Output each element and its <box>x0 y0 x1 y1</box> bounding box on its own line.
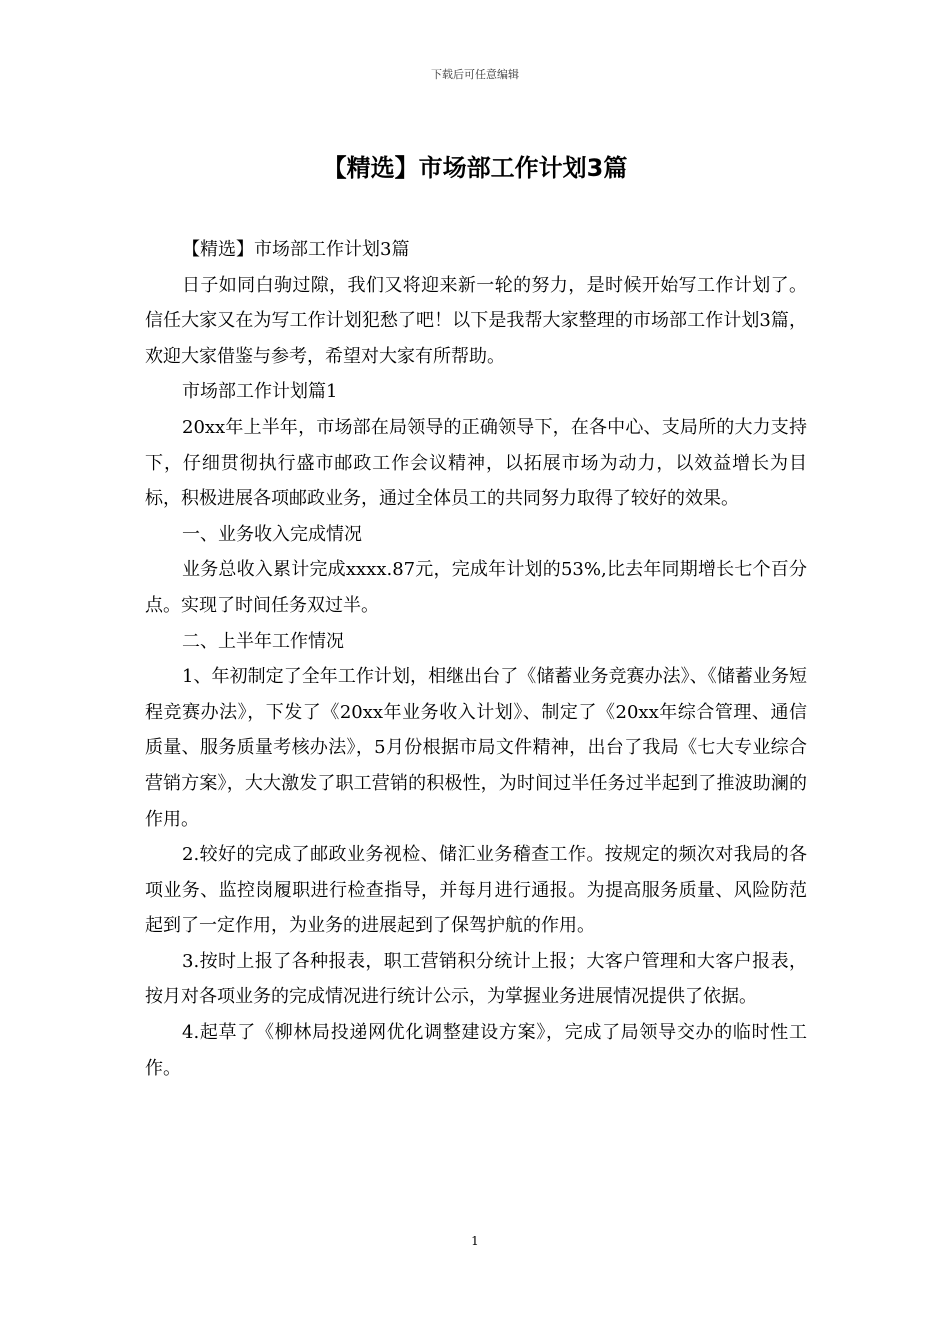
intro-title-line: 【精选】市场部工作计划3篇 <box>182 239 410 260</box>
work-item-2: 2.较好的完成了邮政业务视检、储汇业务稽查工作。按规定的频次对我局的各项业务、监控岗履职进行检查指导，并每月进行通报。为提高服务质量、风险防范起到了一定作用，为业务的进展起到了保驾护航的作用。 <box>145 844 807 937</box>
work-item-3: 3.按时上报了各种报表，职工营销积分统计上报；大客户管理和大客户报表，按月对各项业务的完成情况进行统计公示，为掌握业务进展情况提供了依据。 <box>145 950 807 1008</box>
section-heading-first-half: 二、上半年工作情况 <box>182 630 344 652</box>
summary-paragraph: 20xx年上半年，市场部在局领导的正确领导下，在各中心、支局所的大力支持下，仔细贯彻执行盛市邮政工作会议精神，以拓展市场为动力，以效益增长为目标，积极进展各项邮政业务，通过全体员工的共同努力取得了较好的效果。 <box>145 416 807 510</box>
work-item-1: 1、年初制定了全年工作计划，相继出台了《储蓄业务竞赛办法》、《储蓄业务短程竞赛办法》，下发了《20xx年业务收入计划》、制定了《20xx年综合管理、通信质量、服务质量考核办法》，5月份根据市局文件精神，出台了我局《七大专业综合营销方案》，大大激发了职工营销的积极性，为时间过半任务过半起到了推波助澜的作用。 <box>145 666 807 830</box>
page-number: 1 <box>471 1234 479 1248</box>
document-body <box>145 232 807 1086</box>
intro-paragraph: 日子如同白驹过隙，我们又将迎来新一轮的努力，是时候开始写工作计划了。信任大家又在为写工作计划犯愁了吧！以下是我帮大家整理的市场部工作计划3篇，欢迎大家借鉴与参考，希望对大家有所帮助。 <box>145 274 807 367</box>
revenue-paragraph: 业务总收入累计完成xxxx.87元，完成年计划的53%,比去年同期增长七个百分点。实现了时间任务双过半。 <box>145 559 807 616</box>
page-header: 下载后可任意编辑 <box>431 68 519 81</box>
document-title: 【精选】市场部工作计划3篇 <box>322 154 628 182</box>
work-item-4: 4.起草了《柳林局投递网优化调整建设方案》，完成了局领导交办的临时性工作。 <box>145 1022 807 1079</box>
section-heading-plan-1: 市场部工作计划篇1 <box>182 381 338 403</box>
section-heading-revenue: 一、业务收入完成情况 <box>182 523 362 545</box>
